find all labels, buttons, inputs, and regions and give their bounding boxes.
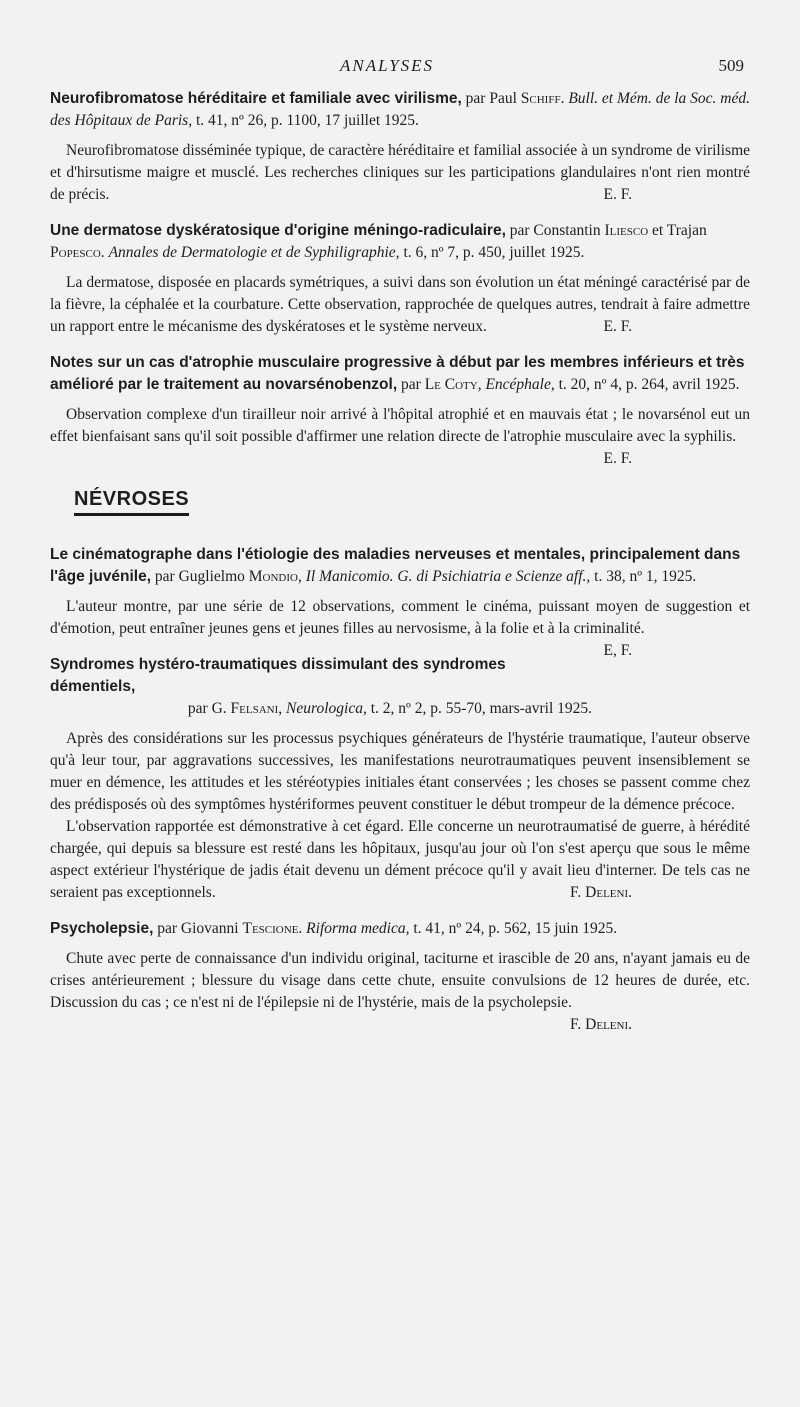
source-reference: t. 2, nº 2, p. 55-70, mars-avril 1925. [370,700,593,717]
entry-signature [554,1014,632,1036]
entry-signature: E, F. [603,642,632,659]
author-name-2: Popesco. [50,244,105,261]
entry-heading [50,88,750,132]
entry-heading [50,220,750,264]
entry-signature: E. F. [603,186,632,203]
author-name: Iliesco [604,222,649,239]
running-title: ANALYSES [340,56,435,75]
entry-text-2: L'observation rapportée est démonstrative à cet égard. Elle concerne un neurotraumatisé de guerre, à hérédité chargée, qui depuis sa blessure est resté dans les hôpitaux, jusqu'au jour où l'on s'est aperçu que sous le même aspect extérieur l'hystérique de jadis était devenu un dément précoce qu'il y avait lieu d'interner. De tels cas ne seraient pas exceptionnels. [50,818,750,901]
author-prefix: par [401,376,421,393]
entry-signature: E. F. [603,450,632,467]
author-prefix: par Giovanni [157,920,239,937]
entry-title: Syndromes hystéro-traumatiques dissimulant des syndromes démentiels, [50,656,506,695]
author-name: Tescione. [242,920,303,937]
author-name: Mondio, [248,568,302,585]
author-prefix: par Guglielmo [154,568,245,585]
author-prefix: par G. [187,700,227,717]
abstract-entry [50,88,750,206]
source-reference: t. 6, nº 7, p. 450, juillet 1925. [403,244,585,261]
page-number: 509 [718,56,744,75]
entry-title: Une dermatose dyskératosique d'origine méningo-radiculaire, [50,222,506,239]
entry-heading [50,654,750,720]
entry-heading [50,544,750,588]
author-name: Schiff. [520,90,565,107]
author-prefix: par Paul [465,90,517,107]
source-journal: Neurologica, [286,700,367,717]
entry-title: Psycholepsie, [50,920,154,937]
source-reference: t. 41, nº 24, p. 562, 15 juin 1925. [413,920,618,937]
abstract-entry [50,352,750,467]
signature-initial: F. [570,884,582,901]
entry-text: Observation complexe d'un tirailleur noir arrivé à l'hôpital atrophié et en mauvais état ; le novarsénol eut un effet bienfaisant sans qu'il soit possible d'affirmer une relation directe de l'atrophie musculaire avec la syphilis. [50,406,750,445]
signature-name: Deleni. [585,1016,632,1033]
entry-body [50,948,750,1033]
entry-signature [554,882,632,904]
source-reference: t. 41, nº 26, p. 1100, 17 juillet 1925. [195,112,419,129]
author-join: et Trajan [652,222,707,239]
source-journal: Bull. et Mém. de la Soc. méd. des Hôpitaux de Paris, [50,90,750,129]
abstract-entry [50,918,750,1033]
entry-text: Après des considérations sur les processus psychiques générateurs de l'hystérie traumatique, l'auteur observe qu'à leur tour, par aggravations successives, les manifestations neurotraumatiques peuvent insensiblement se muer en démence, les attitudes et les stéréotypies initiales étant conservées ; les choses se passent comme chez des prédisposés où des symptômes hystériformes peuvent constituer le début trompeur de la démence précoce. [50,730,750,813]
entry-title: Le cinématographe dans l'étiologie des maladies nerveuses et mentales, principalement dans l'âge juvénile, [50,546,741,585]
entry-body [50,140,750,206]
entry-heading [50,918,750,940]
entry-body [50,272,750,338]
source-journal: Encéphale, [485,376,555,393]
source-journal: Il Manicomio. G. di Psichiatria e Scienze aff., [305,568,591,585]
abstract-entry [50,544,750,659]
section-title: NÉVROSES [74,488,189,516]
entry-citation [50,698,750,720]
entry-body [50,404,750,467]
signature-name: Deleni. [585,884,632,901]
author-prefix: par Constantin [509,222,601,239]
abstract-entry [50,220,750,338]
source-journal: Annales de Dermatologie et de Syphiligraphie, [108,244,400,261]
signature-initial: F. [570,1016,582,1033]
entry-text: L'auteur montre, par une série de 12 observations, comment le cinéma, puissant moyen de suggestion et d'émotion, peut entraîner jeunes gens et jeunes filles au nervosisme, à la folie et à la criminalité. [50,598,750,637]
author-name: Le Coty, [424,376,482,393]
entry-heading [50,352,750,396]
entry-title: Neurofibromatose héréditaire et familiale avec virilisme, [50,90,462,107]
running-head [50,52,750,82]
entry-body [50,596,750,659]
entry-text: La dermatose, disposée en placards symétriques, a suivi dans son évolution un état méningé caractérisé par de la fièvre, la céphalée et la courbature. Cette observation, rapprochée de quelques autres, tendrait à faire admettre un rapport entre le mécanisme des dyskératoses et le système nerveux. [50,274,750,335]
source-reference: t. 38, nº 1, 1925. [594,568,697,585]
entry-title: Notes sur un cas d'atrophie musculaire progressive à début par les membres inférieurs et très amélioré par le traitement au novarsénobenzol, [50,354,745,393]
entry-text: Chute avec perte de connaissance d'un individu original, taciturne et irascible de 20 ans, n'ayant jamais eu de crises antérieurement ; blessure du visage dans cette chute, ensuite convulsions de 12 heures de durée, etc. Discussion du cas ; ce n'est ni de l'épilepsie ni de l'hystérie, mais de la psycholepsie. [50,950,750,1011]
abstract-entry [50,654,750,904]
entry-body [50,728,750,904]
author-name: Felsani, [230,700,283,717]
entry-signature: E. F. [603,318,632,335]
source-journal: Riforma medica, [306,920,410,937]
entry-text: Neurofibromatose disséminée typique, de caractère héréditaire et familial associée à un syndrome de virilisme et d'hirsutisme maigre et musclé. Les recherches cliniques sur les participations glandulaires n'ont rien montré de précis. [50,142,750,203]
source-reference: t. 20, nº 4, p. 264, avril 1925. [558,376,740,393]
